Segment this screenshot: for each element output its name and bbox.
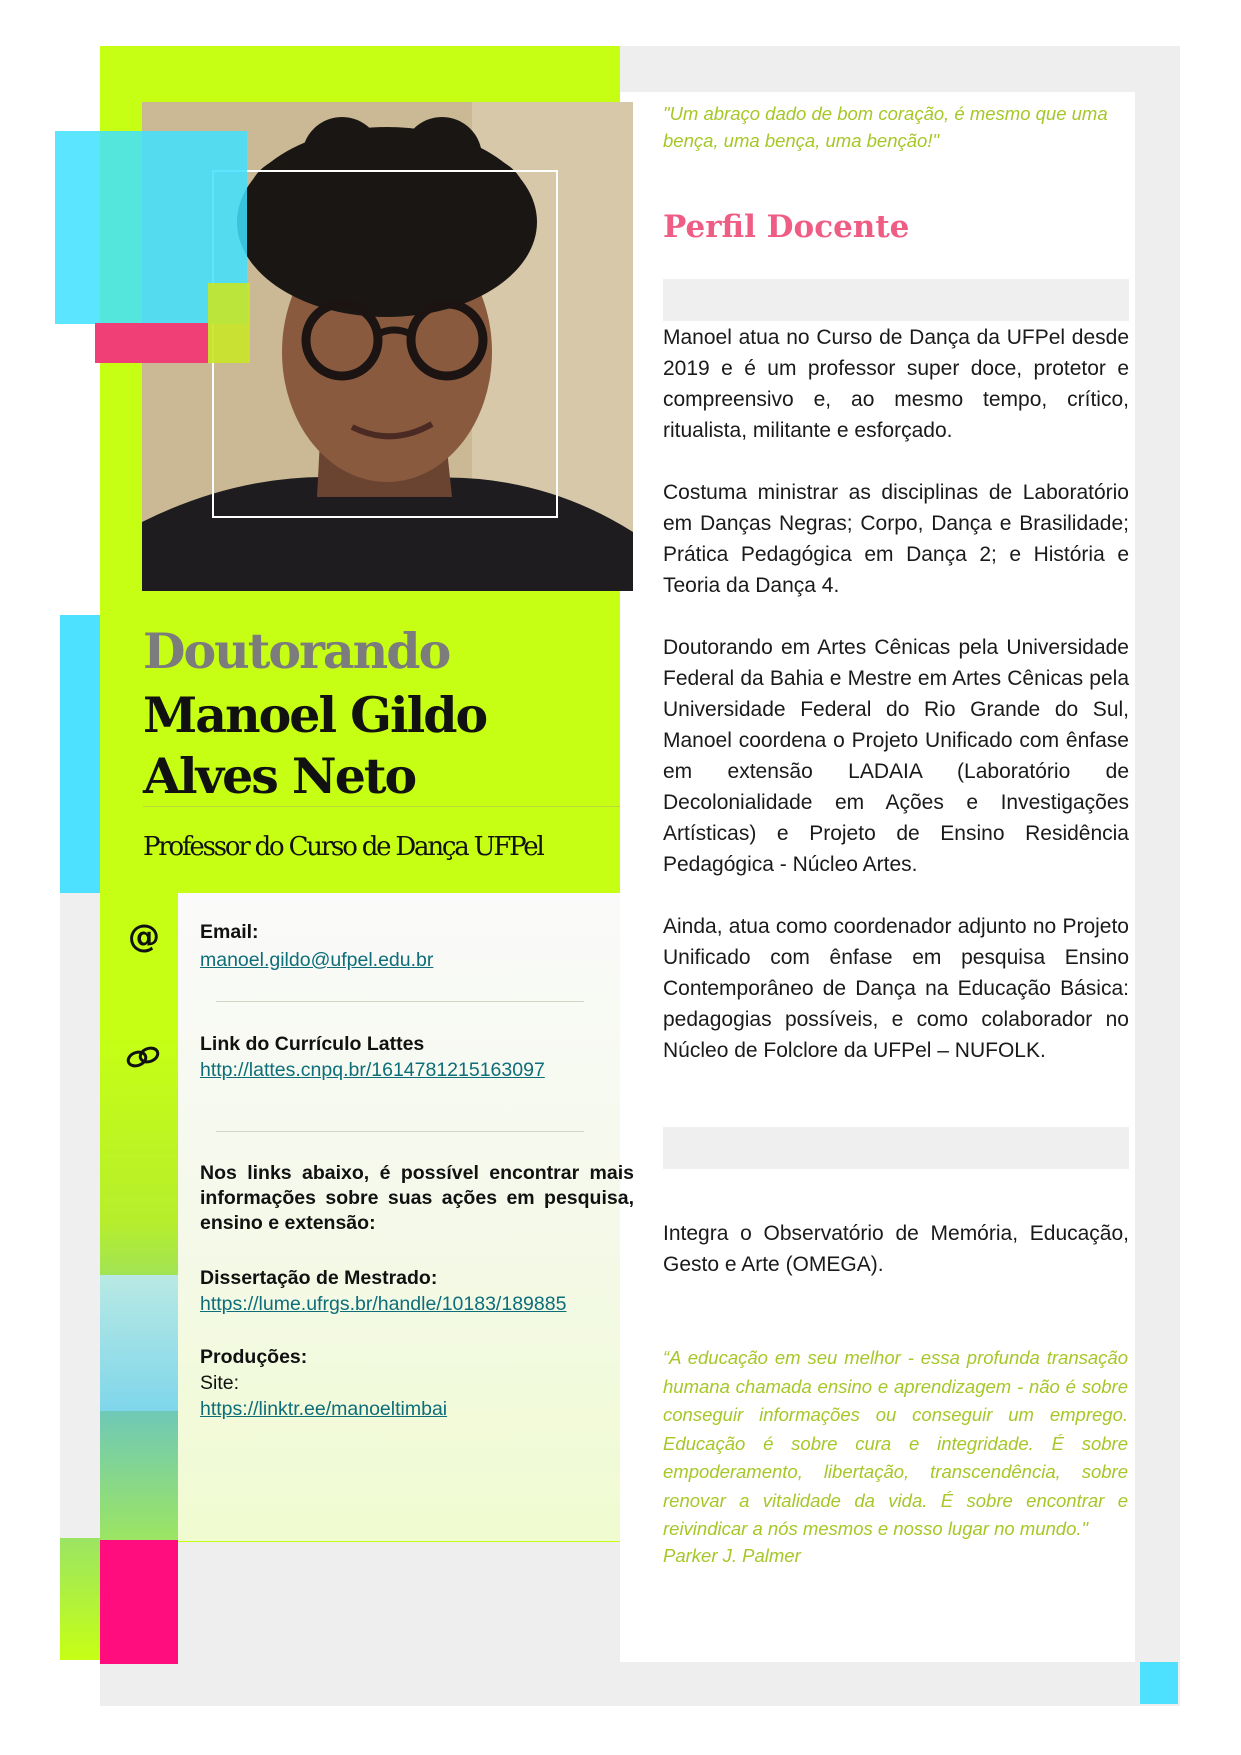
pink-accent-block [100,1540,178,1664]
section-title: Perfil Docente [663,209,910,245]
opening-quote: "Um abraço dado de bom coração, é mesmo que uma bença, uma bença, uma benção!" [663,103,1108,151]
email-label: Email: [200,921,259,943]
chain-link-icon [126,1040,160,1074]
gray-band [663,279,1129,321]
at-sign-icon [126,919,160,953]
gray-band [663,1127,1129,1169]
productions-label: Produções: [200,1346,308,1368]
lattes-link[interactable]: http://lattes.cnpq.br/1614781215163097 [200,1059,545,1081]
gray-accent-bar [60,893,100,1538]
email-link[interactable]: manoel.gildo@ufpel.edu.br [200,949,434,971]
green-deco-square [208,283,250,363]
profile-paragraph: Integra o Observatório de Memória, Educação, Gesto e Arte (OMEGA). [663,1222,1129,1276]
lattes-label: Link do Currículo Lattes [200,1033,425,1055]
dissertation-link[interactable]: https://lume.ufrgs.br/handle/10183/189885 [200,1293,567,1315]
photo-frame [212,170,558,518]
name-first-line: Manoel Gildo [143,686,487,744]
quote-author: Parker J. Palmer [663,1545,801,1566]
dissertation-label: Dissertação de Mestrado: [200,1267,438,1289]
contact-divider [216,1001,584,1002]
name-divider [143,806,620,807]
pink-deco-square [95,323,208,363]
profile-paragraph: Ainda, atua como coordenador adjunto no Projeto Unificado com ênfase em pesquisa Ensino Contemporâneo de Dança na Educação Básica: pedagogias possíveis, e como colaborador no Núcleo de Folclore da UFPel – NUFOLK. [663,915,1129,1062]
teal-accent-block [100,1275,178,1411]
profile-paragraph: Doutorando em Artes Cênicas pela Universidade Federal da Bahia e Mestre em Artes Cênicas pela Universidade Federal do Rio Grande do Sul, Manoel coordena o Projeto Unificado com ênfase em extensão LADAIA (Laboratório de Decolonialidade em Ações e Investigações Artísticas) e Projeto de Ensino Residência Pedagógica - Núcleo Artes. [663,636,1129,876]
svg-text:@: @ [128,919,160,953]
cyan-accent-bar [60,615,100,893]
profile-paragraph: Costuma ministrar as disciplinas de Laboratório em Danças Negras; Corpo, Dança e Brasilidade; Prática Pedagógica em Dança 2; e História e Teoria da Dança 4. [663,481,1129,597]
contact-divider [216,1131,584,1132]
site-label: Site: [200,1372,240,1394]
links-intro-text: Nos links abaixo, é possível encontrar mais informações sobre suas ações em pesquisa, ensino e extensão: [200,1162,634,1234]
cyan-corner-block [1140,1662,1178,1704]
profile-paragraph: Manoel atua no Curso de Dança da UFPel desde 2019 e é um professor super doce, protetor e compreensivo e, ao mesmo tempo, crítico, ritualista, militante e esforçado. [663,326,1129,442]
site-link[interactable]: https://linktr.ee/manoeltimbai [200,1398,448,1420]
closing-quote: “A educação em seu melhor - essa profunda transação humana chamada ensino e aprendizagem - não é sobre conseguir informações ou conseguir um emprego. Educação é sobre cura e integridade. É sobre empoderamento, libertação, transcendência, sobre renovar a vitalidade da vida. É sobre encontrar e reivindicar a nós mesmos e nosso lugar no mundo." [663,1347,1128,1539]
name-second-line: Alves Neto [143,747,416,805]
role-subtitle: Professor do Curso de Dança UFPel [143,832,543,862]
academic-title: Doutorando [143,622,450,680]
